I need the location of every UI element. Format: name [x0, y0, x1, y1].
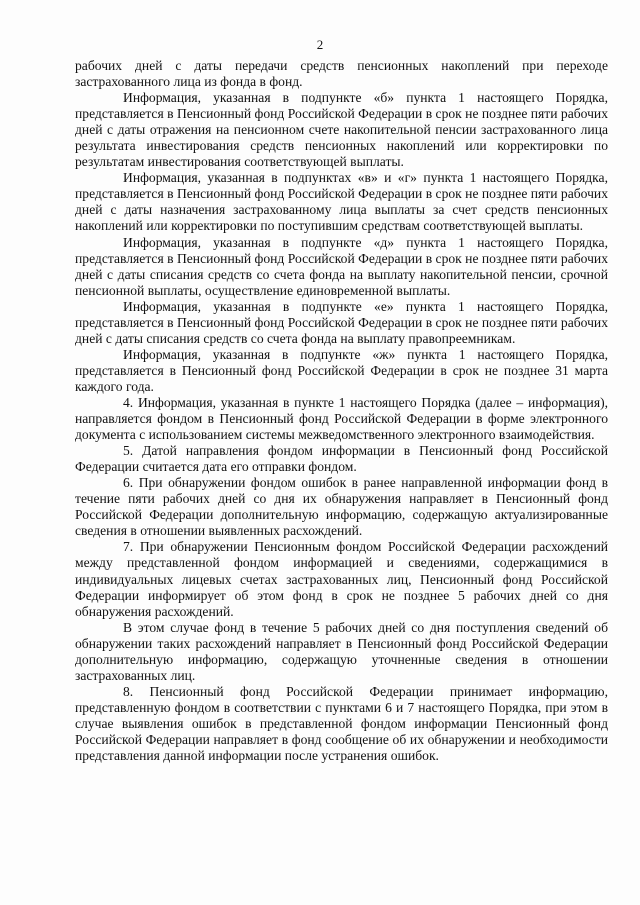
paragraph-clause-4: 4. Информация, указанная в пункте 1 настоящего Порядка (далее – информация), направляется фондом в Пенсионный фонд Российской Федерации в форме электронного документа с использованием системы межведомственного электронного взаимодействия.: [75, 394, 608, 443]
paragraph-info-zh: Информация, указанная в подпункте «ж» пункта 1 настоящего Порядка, представляется в Пенсионный фонд Российской Федерации в срок не позднее 31 марта каждого года.: [75, 346, 608, 394]
paragraph-info-e: Информация, указанная в подпункте «е» пункта 1 настоящего Порядка, представляется в Пенсионный фонд Российской Федерации в срок не позднее пяти рабочих дней с даты списания средств со счета фонда на выплату правопреемникам.: [75, 298, 608, 346]
paragraph-clause-7-followup: В этом случае фонд в течение 5 рабочих дней со дня поступления сведений об обнаружении таких расхождений направляет в Пенсионный фонд Российской Федерации дополнительную информацию, содержащую уточненные сведения в отношении застрахованных лиц.: [75, 619, 608, 683]
paragraph-clause-8: 8. Пенсионный фонд Российской Федерации принимает информацию, представленную фондом в соответствии с пунктами 6 и 7 настоящего Порядка, при этом в случае выявления ошибок в представленной фондом информации Пенсионный фонд Российской Федерации направляет в фонд сообщение об их обнаружении и необходимости представления данной информации после устранения ошибок.: [75, 683, 608, 764]
document-body: [75, 58, 608, 764]
paragraph-clause-7: 7. При обнаружении Пенсионным фондом Российской Федерации расхождений между представленной фондом информацией и сведениями, содержащимися в индивидуальных лицевых счетах застрахованных лиц, Пенсионный фонд Российской Федерации информирует об этом фонд в срок не позднее 5 рабочих дней со дня обнаружения расхождений.: [75, 539, 608, 619]
paragraph-clause-5: 5. Датой направления фондом информации в Пенсионный фонд Российской Федерации считается дата его отправки фондом.: [75, 443, 608, 475]
paragraph-continuation: рабочих дней с даты передачи средств пенсионных накоплений при переходе застрахованного лица из фонда в фонд.: [75, 58, 608, 90]
paragraph-info-v-g: Информация, указанная в подпунктах «в» и «г» пункта 1 настоящего Порядка, представляется в Пенсионный фонд Российской Федерации в срок не позднее пяти рабочих дней с даты назначения застрахованному лица выплаты за счет средств пенсионных накоплений или корректировки по поступившим средствам соответствующей выплаты.: [75, 170, 608, 234]
page-number: 2: [316, 37, 324, 52]
paragraph-info-d: Информация, указанная в подпункте «д» пункта 1 настоящего Порядка, представляется в Пенсионный фонд Российской Федерации в срок не позднее пяти рабочих дней с даты списания средств со счета фонда на выплату накопительной пенсии, срочной пенсионной выплаты, осуществление единовременной выплаты.: [75, 234, 608, 298]
paragraph-clause-6: 6. При обнаружении фондом ошибок в ранее направленной информации фонд в течение пяти рабочих дней со дня их обнаружения направляет в Пенсионный фонд Российской Федерации дополнительную информацию, содержащую актуализированные сведения в отношении выявленных расхождений.: [75, 475, 608, 539]
paragraph-info-b: Информация, указанная в подпункте «б» пункта 1 настоящего Порядка, представляется в Пенсионный фонд Российской Федерации в срок не позднее пяти рабочих дней с даты отражения на пенсионном счете накопительной пенсии застрахованного лица результата инвестирования средств пенсионных накоплений или корректировки по результатам инвестирования соответствующей выплаты.: [75, 90, 608, 170]
